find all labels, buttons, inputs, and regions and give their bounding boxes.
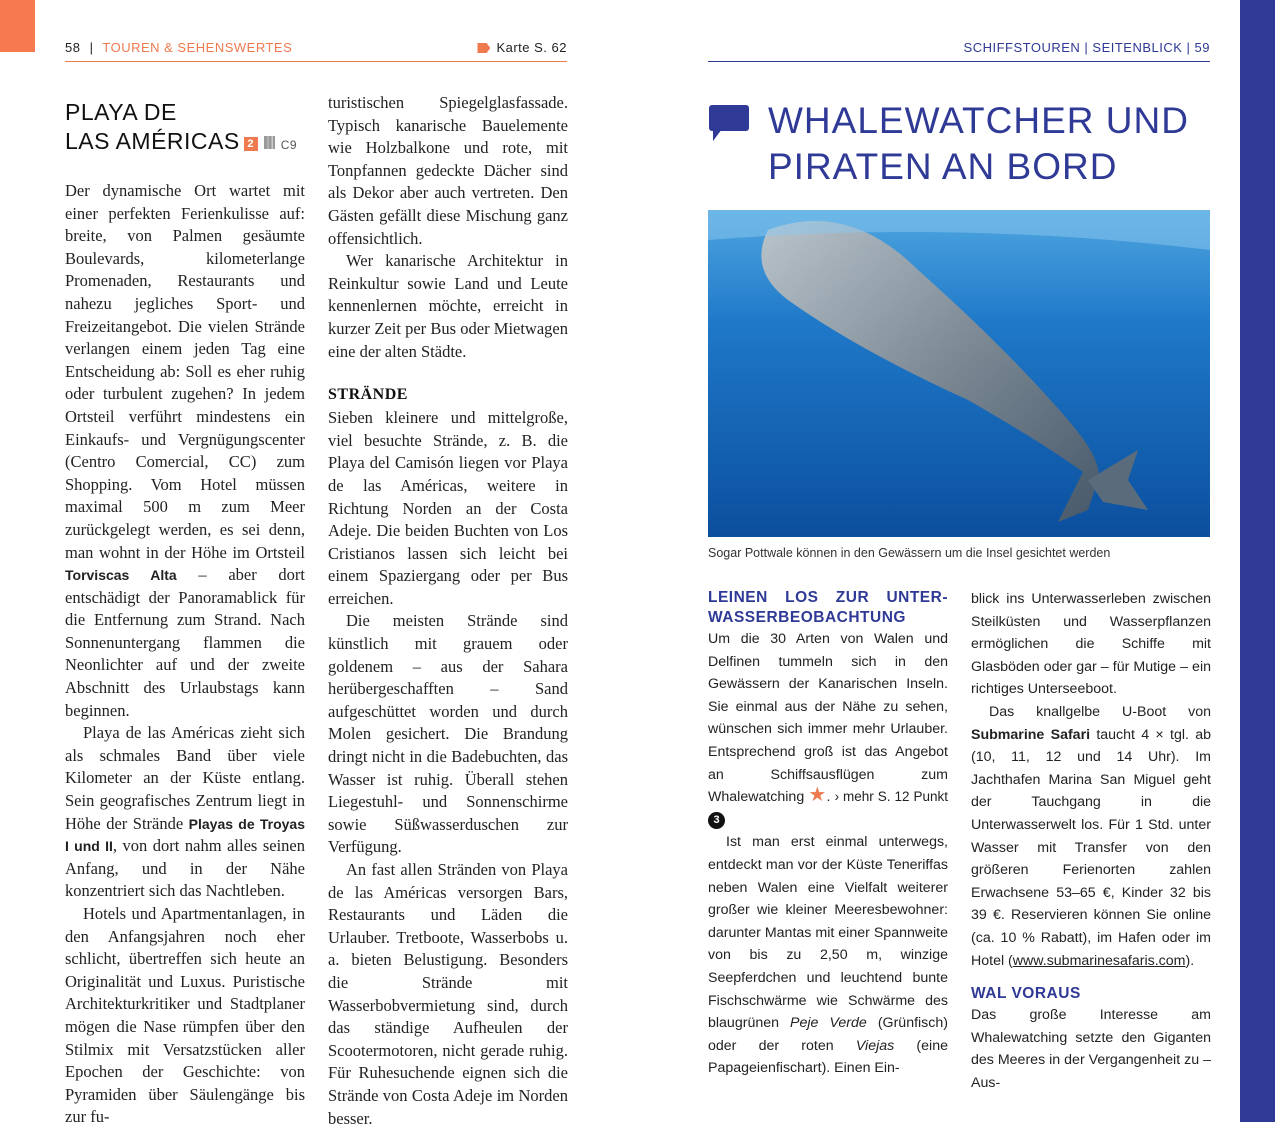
star-icon: ★: [808, 784, 827, 807]
map-icon: [264, 136, 275, 149]
feature-title: [768, 98, 1189, 190]
subheading: LEINEN LOS ZUR UNTER-WASSERBEOBACHTUNG: [708, 589, 948, 626]
text-segment: Peje Verde: [790, 1015, 867, 1032]
text-segment: , von dort nahm alles seinen Anfang, und in der Nähe konzentriert sich das Nachtleben.: [65, 836, 305, 901]
text-segment: .: [826, 789, 835, 806]
text-segment: blick ins Unterwasserleben zwischen Steilküsten und Wasserpflanzen ermöglichen die Schiffe mit Glasböden oder gar – für Mutige – ein richtiges Unterseeboot.: [971, 591, 1211, 698]
text-segment: Das große Interesse am Whalewatching setzte den Giganten des Meeres in der Vergangenheit zu – Aus-: [971, 1007, 1211, 1091]
title-line: PIRATEN AN BORD: [768, 146, 1118, 187]
title-line: WHALEWATCHER UND: [768, 100, 1189, 141]
paragraph: [328, 92, 568, 250]
title-line: PLAYA DE: [65, 99, 177, 125]
text-segment: Ist man erst einmal unterwegs, entdeckt man vor der Küste Teneriffas neben Walen eine Vielfalt weiterer großer wie kleiner Meeresbewohner: darunter Mantas mit einer Spannweite von bis zu 2,50 m, winzige Seepferdchen und leuchtend bunte Fischschwärme wie Schwärme des blaugrünen: [708, 834, 948, 1032]
text-segment: ).: [1185, 952, 1195, 969]
page-number: 58: [65, 40, 81, 55]
cross-reference-link[interactable]: › mehr S. 12 Punkt: [834, 789, 948, 805]
text-segment: taucht 4 × tgl. ab (10, 11, 12 und 14 Uhr). Im Jachthafen Marina San Miguel geht der Tauchgang in die Unterwasserwelt los. Für 1 Std. unter Wasser mit Transfer von den größeren Ferienorten zahlen Erwachsene 53–65 €, Kinder 32 bis 39 €. Reservieren können Sie online (ca. 10 % Rabatt), im Hafen oder im Hotel (: [971, 726, 1211, 969]
left-running-header: [65, 38, 567, 62]
text-segment: Playa de las Américas zieht sich als schmales Band über viele Kilometer an der Küste entlang. Sein geografisches Zentrum liegt in Höhe der Strände: [65, 723, 305, 833]
map-grid-ref: C9: [280, 138, 298, 152]
chapter-sidebar-bar: [1240, 0, 1275, 1122]
text-segment: (Grünfisch) oder der roten: [708, 1015, 948, 1054]
text-segment: Viejas: [855, 1037, 895, 1054]
website-link[interactable]: www.submarinesafaris.com: [1012, 952, 1186, 969]
text-column-4: [971, 588, 1211, 1094]
map-reference[interactable]: [477, 38, 567, 58]
paragraph: [708, 628, 948, 831]
point-number-badge: 3: [708, 812, 725, 829]
text-segment: Wer kanarische Architektur in Reinkultur sowie Land und Leute kennenlernen möchte, erreicht in kurzer Zeit per Bus oder Mietwagen eine der alten Städte.: [328, 251, 568, 361]
text-column-2: [328, 92, 568, 1130]
text-segment: An fast allen Stränden von Playa de las Américas versorgen Bars, Restaurants und Läden die Urlauber. Tretboote, Wasserbobs u. a. bieten Belustigung. Besonders die Strände mit Wasserbobvermietung sind, durch das ständige Aufheulen der Scootermotoren, nicht gerade ruhig. Für Ruhesuchende eignen sich die Strände von Costa Adeje im Norden besser.: [328, 860, 568, 1128]
map-reference-label: Karte S. 62: [496, 40, 567, 55]
title-line: LAS AMÉRICAS: [65, 128, 240, 154]
text-segment: Sieben kleinere und mittelgroße, viel besuchte Strände, z. B. die Playa del Camisón liegen vor Playa de las Américas, weitere in Richtung Norden an der Costa Adeje. Die beiden Buchten von Los Cristianos lassen sich leicht bei einem Spaziergang oder per Bus erreichen.: [328, 408, 568, 608]
paragraph: [65, 722, 305, 903]
paragraph: [971, 701, 1211, 972]
text-column-3: [708, 588, 948, 1080]
subheading: WAL VORAUS: [971, 985, 1081, 1003]
text-segment: turistischen Spiegelglasfassade. Typisch kanarische Bauelemente wie Holzbalkone und rote, mit Tonpfannen gedeckte Dächer sind als Dekor aber auch vertreten. Den Gästen gefällt diese Mischung ganz offensichtlich.: [328, 93, 568, 248]
text-segment: (eine Papageienfischart). Einen Ein-: [708, 1037, 948, 1077]
paragraph: [328, 250, 568, 363]
paragraph: [65, 903, 305, 1129]
section-name: TOUREN & SEHENSWERTES: [102, 40, 293, 55]
paragraph: [971, 1004, 1211, 1094]
paragraph: [971, 588, 1211, 701]
section-title: [65, 98, 297, 160]
text-segment: – aber dort entschädigt der Panoramablick für die Entfernung zum Strand. Nach Sonnenuntergang flammen die Neonlichter auf und der zweite Abschnitt des Urlaubstags kann beginnen.: [65, 565, 305, 720]
highlighted-place: Submarine Safari: [971, 726, 1091, 743]
tag-icon: [477, 43, 490, 53]
paragraph: [65, 180, 305, 722]
paragraph: [328, 407, 568, 610]
text-segment: Der dynamische Ort wartet mit einer perfekten Ferienkulisse auf: breite, von Palmen gesäumte Boulevards, kilometerlange Promenaden, Restaurants und nahezu jegliches Sport- und Freizeitangebot. Die vielen Strände verlangen einem jeden Tag eine Entscheidung ab: Soll es eher ruhig oder turbulent zugehen? In jedem Ortsteil verführt mindestens ein Einkaufs- und Vergnügungscenter (Centro Comercial, CC) zum Shopping. Vom Hotel müssen maximal 500 m zum Meer zurückgelegt werden, es sei denn, man wohnt in der Höhe im Ortsteil: [65, 181, 305, 562]
text-column-1: [65, 180, 305, 1129]
text-segment: Hotels und Apartmentanlagen, in den Anfangsjahren noch eher schlicht, übertreffen sich heute an Originalität und Luxus. Puristische Architekturkritiker und Stadtplaner mögen die Nase rümpfen über den Stilmix mit Versatzstücken aller Epochen der Geschichte: von Pyramiden über Säulengänge bis zur fu-: [65, 904, 305, 1127]
paragraph: [708, 831, 948, 1080]
text-segment: Das knallgelbe U-Boot von: [989, 703, 1211, 720]
text-segment: Um die 30 Arten von Walen und Delfinen tummeln sich in den Gewässern der Kanarischen Inseln. Sie einmal aus der Nähe zu sehen, wünschen sich immer mehr Urlauber. Entsprechend groß ist das Angebot an Schiffsausflügen zum Whalewatching: [708, 631, 948, 806]
speech-bubble-icon: [709, 105, 749, 131]
separator: |: [89, 40, 94, 55]
subheading: STRÄNDE: [328, 386, 408, 404]
number-badge: 2: [244, 137, 258, 151]
page-corner-tab: [0, 0, 35, 52]
photo-caption: Sogar Pottwale können in den Gewässern um die Insel gesichtet werden: [708, 546, 1111, 560]
highlighted-place: Torviscas Alta: [65, 567, 177, 584]
paragraph: [328, 610, 568, 859]
paragraph: [328, 859, 568, 1130]
text-segment: Die meisten Strände sind künstlich mit grauem oder goldenem – aus der Sahara herübergeschafften – Sand aufgeschüttet worden und durch Molen gesichert. Die Brandung dringt nicht in die Badebuchten, das Wasser ist ruhig. Überall stehen Liegestuhl- und Sonnenschirme sowie Süßwasserduschen zur Verfügung.: [328, 611, 568, 857]
highlighted-place: Playas de Troyas I und II: [65, 815, 305, 855]
sperm-whale-photo: [708, 210, 1210, 537]
right-running-header: SCHIFFSTOUREN | SEITENBLICK | 59: [708, 38, 1210, 62]
